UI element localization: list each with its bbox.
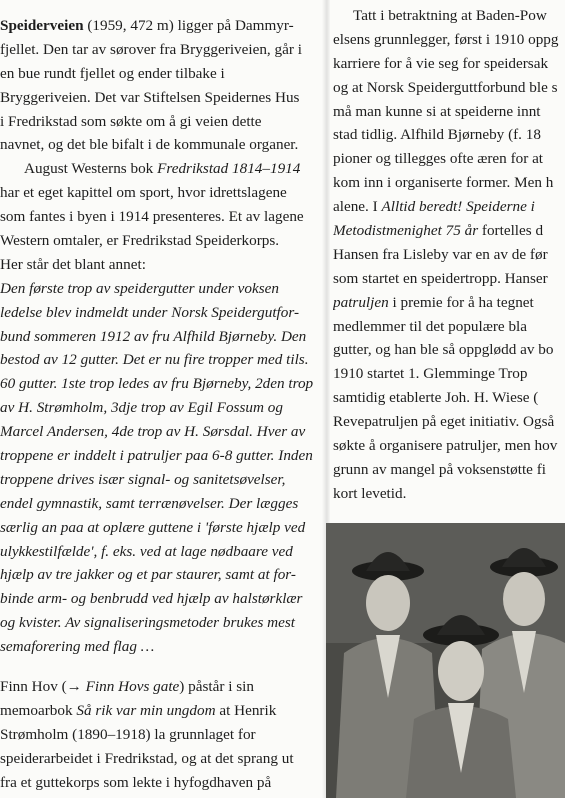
text-line — [333, 315, 565, 339]
text-run: speiderarbeidet i Fredrikstad, og at det sprang ut — [0, 749, 294, 767]
text-line — [0, 14, 318, 38]
text-run: en bue rundt fjellet og ender tilbake i — [0, 64, 225, 82]
text-line — [0, 38, 318, 62]
quote-block — [0, 277, 318, 659]
text-run: Strømholm (1890–1918) la grunnlaget for — [0, 725, 256, 743]
quote-line: 60 gutter. 1ste trop ledes av fru Bjørneby, 2den trop — [0, 375, 314, 393]
text-run: elsens grunnlegger, først i 1910 oppg — [333, 30, 559, 48]
text-run: i premie for å ha tegnet — [388, 293, 534, 311]
text-run: må man kunne si at speiderne innt — [333, 102, 541, 120]
text-line — [333, 267, 565, 291]
text-line — [0, 110, 318, 134]
text-line — [333, 482, 565, 506]
text-run: Finn Hov (→ — [0, 678, 86, 696]
paragraph-western — [0, 157, 318, 276]
quote-line: troppene er inddelt i patruljer paa 6-8 gutter. Inden — [0, 447, 313, 465]
text-run: fra et guttekorps som lekte i hyfogdhaven på — [0, 773, 272, 791]
text-run: har et eget kapittel om sport, hvor idrettslagene — [0, 184, 287, 202]
text-run: kom inn i organiserte former. Men h — [333, 174, 554, 192]
text-run: pioner og tillegges ofte æren for at — [333, 150, 544, 168]
quote-line: troppene drives især signal- og sanitetsøvelser, — [0, 470, 286, 488]
quote-line: Den første trop av speidergutter under voksen — [0, 279, 279, 297]
text-run: Western omtaler, er Fredrikstad Speiderkorps. — [0, 232, 280, 250]
text-line — [333, 28, 565, 52]
paragraph-speiderveien — [0, 14, 318, 157]
text-line — [333, 410, 565, 434]
quote-line: binde arm- og benbrudd ved hjælp av halstørklær — [0, 590, 303, 608]
text-run: og at Norsk Speiderguttforbund ble s — [333, 78, 558, 96]
quote-line: av H. Strømholm, 3dje trop av Egil Fossum og — [0, 399, 283, 417]
text-run: samtidig etablerte Joh. H. Wiese ( — [333, 389, 539, 407]
text-line — [333, 123, 565, 147]
text-line — [0, 205, 318, 229]
italic-title: Fredrikstad 1814–1914 — [157, 160, 301, 178]
paragraph-finn-hov — [0, 675, 318, 794]
text-line — [333, 171, 565, 195]
text-run: som fantes i byen i 1914 presenteres. Et av lagene — [0, 208, 304, 226]
text-run: Tatt i betraktning at Baden-Pow — [353, 7, 547, 24]
text-line — [333, 100, 565, 124]
text-run: navnet, og det ble bifalt i de kommunale organer. — [0, 136, 299, 154]
text-line — [333, 147, 565, 171]
text-run: grunn av mangel på voksenstøtte fi — [333, 460, 546, 478]
italic-title: Finn Hovs gate — [85, 678, 180, 696]
italic-title: Så rik var min ungdom — [76, 701, 216, 719]
text-run: at Henrik — [215, 701, 277, 719]
text-run: (1959, 472 m) ligger på Dammyr- — [83, 17, 294, 34]
text-line — [333, 52, 565, 76]
paragraph-gap — [0, 659, 318, 675]
scout-photo — [326, 523, 565, 798]
text-line — [333, 195, 565, 219]
quote-line: ledelse blev indmeldt under Norsk Speidergutfor- — [0, 303, 300, 321]
text-run: fjellet. Den tar av sørover fra Bryggeriveien, går i — [0, 40, 302, 58]
text-run: Her står det blant annet: — [0, 255, 146, 273]
quote-line: hjælp av tre jakker og et par staurer, samt at for- — [0, 566, 296, 584]
quote-line: endel gymnastik, samt terrænøvelser. Der lægges — [0, 494, 299, 512]
text-line — [333, 458, 565, 482]
text-run: stad tidlig. Alfhild Bjørneby (f. 18 — [333, 126, 541, 144]
text-line — [333, 76, 565, 100]
italic-title: patruljen — [333, 293, 389, 311]
text-line — [333, 219, 565, 243]
text-line — [0, 253, 318, 277]
text-line — [333, 4, 565, 28]
text-line — [0, 723, 318, 747]
text-run: som startet en speidertropp. Hanser — [333, 269, 548, 287]
text-line — [0, 699, 318, 723]
text-line — [0, 771, 318, 795]
text-line — [0, 86, 318, 110]
text-run: kort levetid. — [333, 484, 407, 502]
text-run: ) påstår i sin — [179, 678, 254, 696]
text-line — [0, 675, 318, 699]
text-line — [0, 181, 318, 205]
right-column — [333, 4, 565, 506]
text-run: medlemmer til det populære bla — [333, 317, 528, 335]
text-run: fortelles d — [478, 222, 544, 240]
text-line — [333, 243, 565, 267]
text-run: karriere for å vie seg for speidersak — [333, 54, 549, 72]
text-run: gutter, og han ble så oppglødd av bo — [333, 341, 554, 359]
text-run: Hansen fra Lisleby var en av de før — [333, 245, 548, 263]
left-column — [0, 14, 318, 795]
text-line — [333, 338, 565, 362]
text-run: søkte å organisere patruljer, men hov — [333, 437, 558, 455]
text-line — [0, 62, 318, 86]
text-run: August Westerns bok — [24, 160, 158, 178]
text-run: Revepatruljen på eget initiativ. Også — [333, 413, 555, 431]
italic-title: Alltid beredt! Speiderne i — [381, 198, 535, 216]
scouts-image — [326, 523, 565, 798]
quote-line: semaforering med flag … — [0, 638, 155, 656]
text-line — [0, 229, 318, 253]
quote-line: Marcel Andersen, 4de trop av H. Sørsdal. Hver av — [0, 423, 306, 441]
quote-line: bund sommeren 1912 av fru Alfhild Bjørneby. Den — [0, 327, 307, 345]
text-line — [333, 434, 565, 458]
quote-line: særlig an paa at oplære guttene i 'første hjælp ved — [0, 518, 306, 536]
street-name-heading: Speiderveien — [0, 17, 84, 34]
text-run: i Fredrikstad som søkte om å gi veien dette — [0, 112, 262, 130]
quote-line: ulykkestilfælde', f. eks. ved at lage nødbaare ved — [0, 542, 293, 560]
quote-line: og kvister. Av signaliseringsmetoder brukes mest — [0, 614, 295, 632]
text-run: memoarbok — [0, 701, 77, 719]
text-run: 1910 startet 1. Glemminge Trop — [333, 365, 528, 383]
text-line — [333, 362, 565, 386]
text-line — [333, 386, 565, 410]
text-run: Bryggeriveien. Det var Stiftelsen Speidernes Hus — [0, 88, 300, 106]
text-line — [0, 747, 318, 771]
text-line — [333, 291, 565, 315]
text-line — [0, 157, 318, 181]
italic-title: Metodistmenighet 75 år — [333, 222, 479, 240]
text-run: alene. I — [333, 198, 382, 216]
quote-line: bestod av 12 gutter. Det er nu fire tropper med tils. — [0, 351, 309, 369]
text-line — [0, 133, 318, 157]
